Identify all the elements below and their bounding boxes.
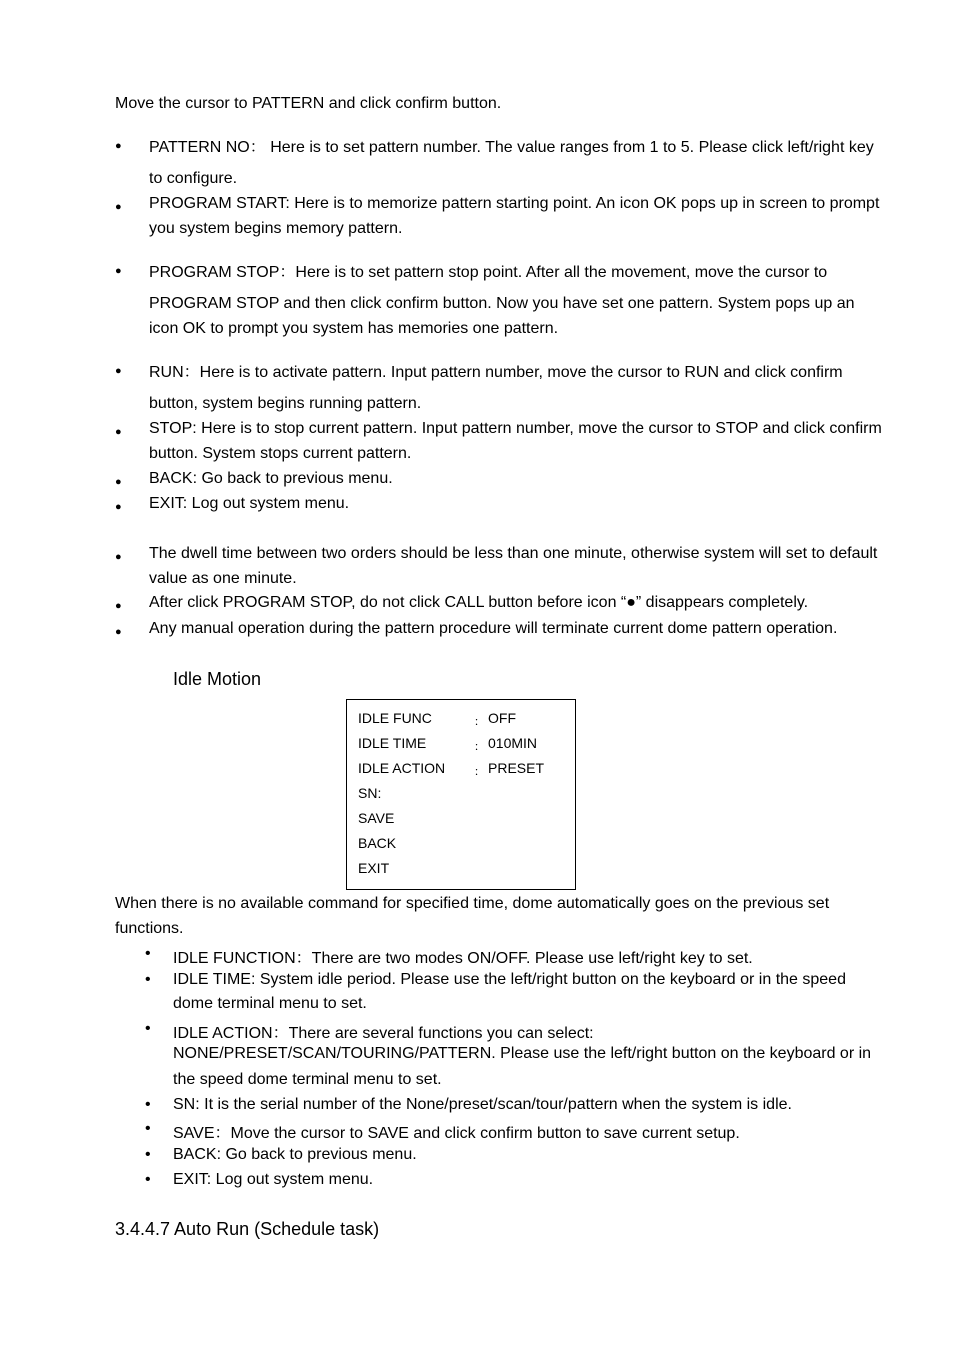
bullet-icon — [145, 1146, 151, 1164]
list-item: EXIT: Log out system menu. — [173, 1171, 374, 1188]
osd-label: IDLE TIME — [358, 735, 427, 751]
idle-motion-heading: Idle Motion — [173, 669, 262, 689]
note-item: Any manual operation during the pattern procedure will terminate current dome pattern operation. — [149, 620, 838, 637]
bullet-icon — [115, 597, 127, 612]
list-item-cont: button, system begins running pattern. — [149, 395, 422, 412]
idle-osd-menu — [346, 699, 576, 890]
idle-description-cont: functions. — [115, 920, 184, 937]
osd-label: EXIT — [358, 860, 390, 876]
list-item-cont: icon OK to prompt you system has memories one pattern. — [149, 320, 559, 337]
section-heading: 3.4.4.7 Auto Run (Schedule task) — [115, 1219, 380, 1239]
list-item-cont: PROGRAM STOP and then click confirm button. Now you have set one pattern. System pops up an — [149, 295, 855, 312]
bullet-icon — [145, 945, 151, 963]
list-item: IDLE ACTION：There are several functions you can select: — [173, 1025, 594, 1042]
list-item: RUN：Here is to activate pattern. Input pattern number, move the cursor to RUN and click confirm — [149, 364, 843, 381]
list-item-cont: button. System stops current pattern. — [149, 445, 412, 462]
osd-label: IDLE ACTION — [358, 760, 446, 776]
list-item-cont: you system begins memory pattern. — [149, 220, 403, 237]
note-item-cont: value as one minute. — [149, 570, 297, 587]
bullet-icon — [145, 1096, 151, 1114]
bullet-icon — [115, 423, 127, 438]
list-item: SN: It is the serial number of the None/preset/scan/tour/pattern when the system is idle. — [173, 1096, 792, 1113]
bullet-icon — [115, 137, 127, 152]
osd-label: SAVE — [358, 810, 395, 826]
list-item: BACK: Go back to previous menu. — [149, 470, 393, 487]
osd-label: IDLE FUNC — [358, 710, 432, 726]
bullet-icon — [115, 623, 127, 638]
bullet-icon — [115, 198, 127, 213]
list-item: IDLE TIME: System idle period. Please use the left/right button on the keyboard or in the speed — [173, 971, 846, 988]
osd-colon: ： — [474, 741, 485, 753]
osd-label: BACK — [358, 835, 397, 851]
bullet-icon — [115, 498, 127, 513]
list-item: EXIT: Log out system menu. — [149, 495, 350, 512]
intro-text: Move the cursor to PATTERN and click confirm button. — [115, 95, 502, 112]
bullet-icon — [115, 262, 127, 277]
note-item: After click PROGRAM STOP, do not click CALL button before icon “●” disappears completely. — [149, 594, 809, 611]
bullet-icon — [145, 1171, 151, 1189]
osd-value: OFF — [488, 710, 516, 726]
osd-value: PRESET — [488, 760, 545, 776]
bullet-icon — [145, 971, 151, 989]
list-item-cont: dome terminal menu to set. — [173, 995, 367, 1012]
list-item: STOP: Here is to stop current pattern. Input pattern number, move the cursor to STOP and click confirm — [149, 420, 882, 437]
idle-description: When there is no available command for specified time, dome automatically goes on the previous set — [115, 895, 830, 912]
list-item-cont: to configure. — [149, 170, 238, 187]
note-item: The dwell time between two orders should be less than one minute, otherwise system will set to default — [149, 545, 878, 562]
osd-label: SN: — [358, 785, 382, 801]
list-item: PATTERN NO： Here is to set pattern number. The value ranges from 1 to 5. Please click left/right key — [149, 139, 874, 156]
list-item-cont: NONE/PRESET/SCAN/TOURING/PATTERN. Please use the left/right button on the keyboard or in — [173, 1045, 872, 1062]
osd-colon: ： — [474, 716, 485, 728]
osd-value: 010MIN — [488, 735, 538, 751]
bullet-icon — [115, 473, 127, 488]
bullet-icon — [115, 362, 127, 377]
bullet-icon — [115, 548, 127, 563]
list-item: PROGRAM STOP：Here is to set pattern stop point. After all the movement, move the cursor to — [149, 264, 828, 281]
list-item-cont: the speed dome terminal menu to set. — [173, 1071, 442, 1088]
bullet-icon — [145, 1020, 151, 1038]
bullet-icon — [145, 1120, 151, 1138]
list-item: BACK: Go back to previous menu. — [173, 1146, 417, 1163]
list-item: PROGRAM START: Here is to memorize pattern starting point. An icon OK pops up in screen to prompt — [149, 195, 880, 212]
list-item: SAVE：Move the cursor to SAVE and click confirm button to save current setup. — [173, 1125, 740, 1142]
osd-colon: ： — [474, 766, 485, 778]
list-item: IDLE FUNCTION：There are two modes ON/OFF. Please use left/right key to set. — [173, 950, 753, 967]
